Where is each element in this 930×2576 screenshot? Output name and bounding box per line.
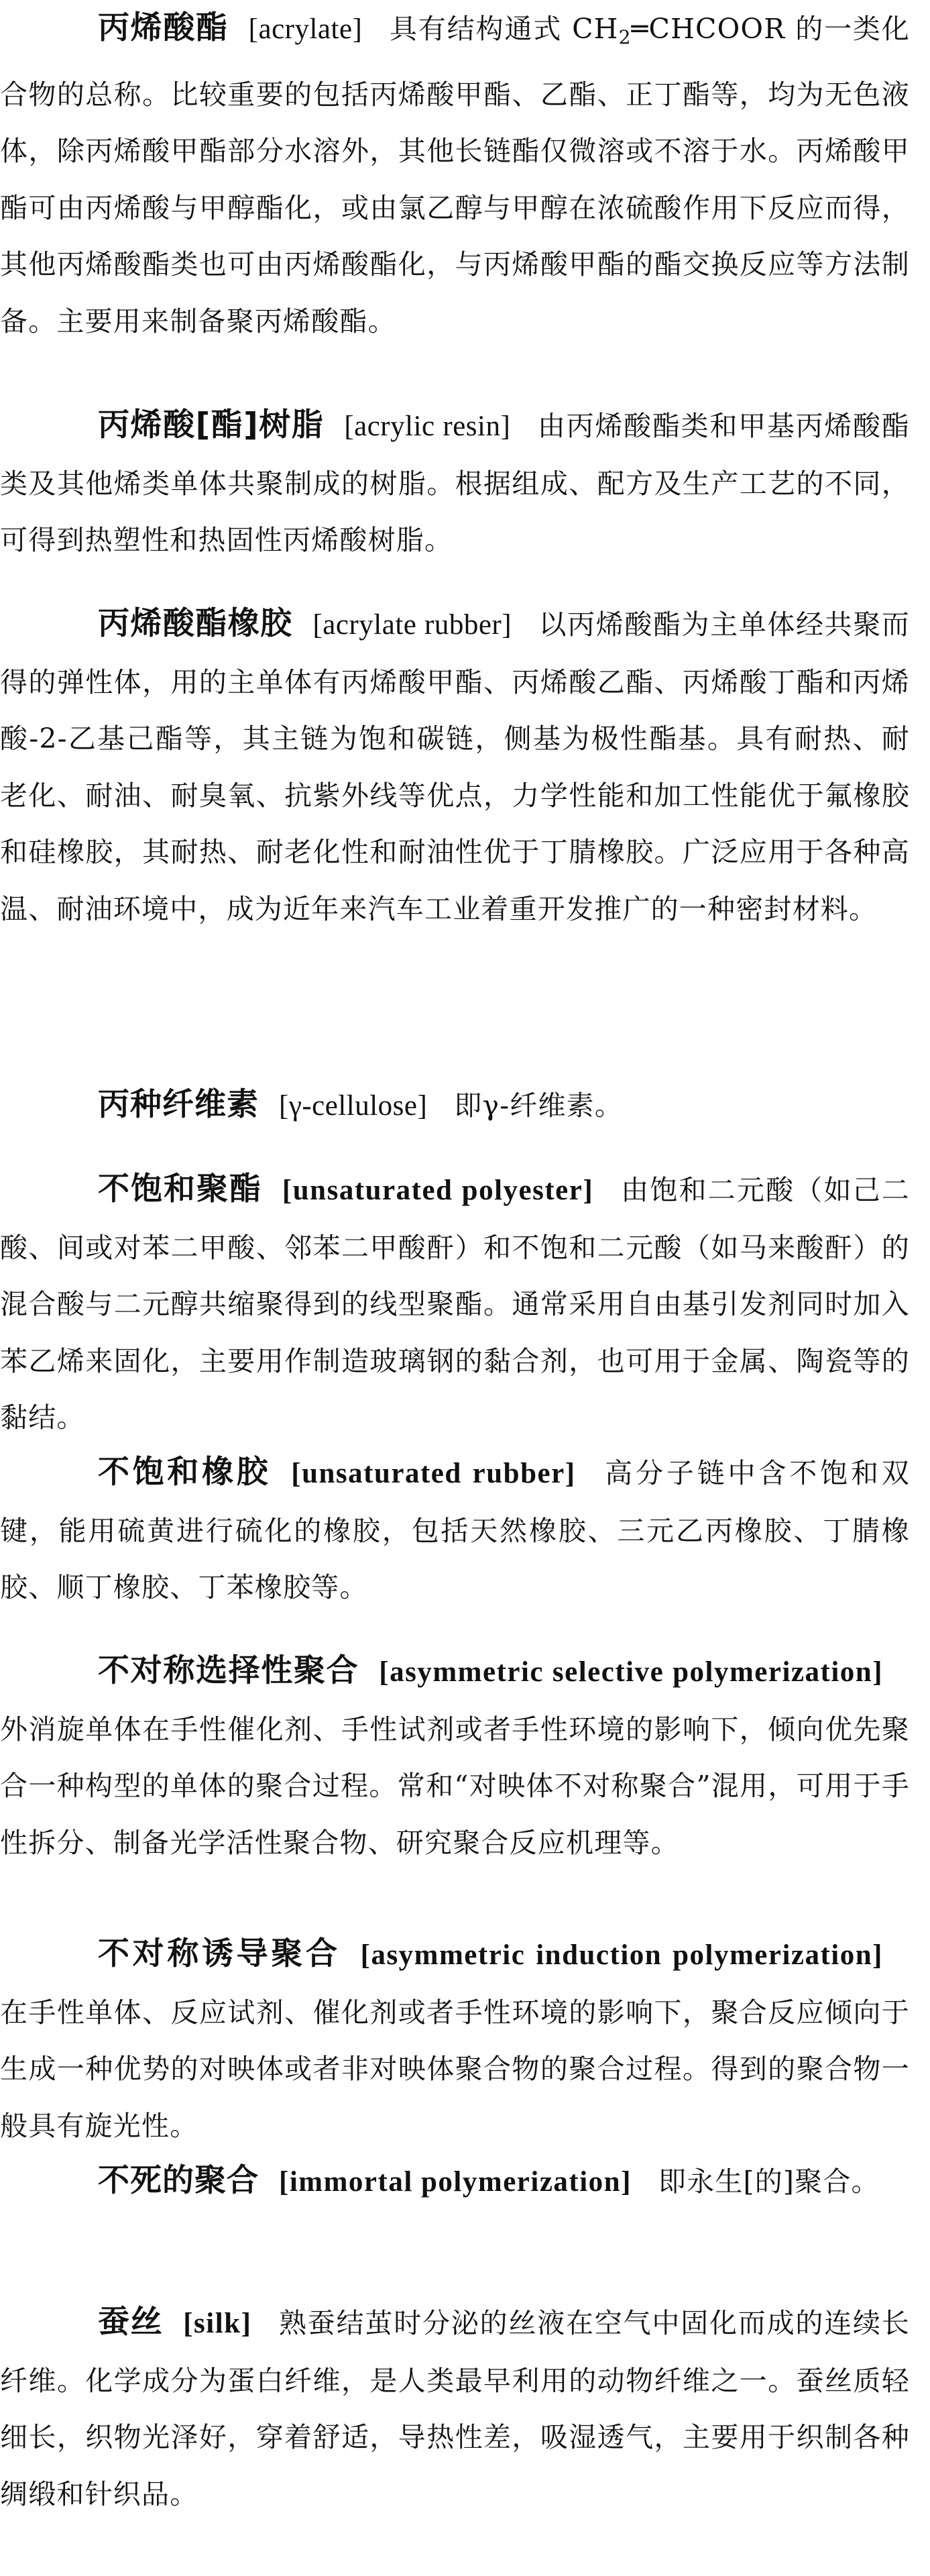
entry-english-text: acrylate rubber (323, 609, 502, 641)
entry-acrylic-resin (0, 397, 910, 569)
entry-definition: 在手性单体、反应试剂、催化剂或者手性环境的影响下，聚合反应倾向于生成一种优势的对映体或者非对映体聚合物的聚合过程。得到的聚合物一般具有旋光性。 (0, 1996, 910, 2142)
entry-term: 不饱和橡胶 (98, 1454, 272, 1491)
entry-asymmetric-induction-polymerization (0, 1926, 910, 2154)
entry-english-text: immortal polymerization (289, 2166, 622, 2198)
entry-definition: 即永生[的]聚合。 (658, 2165, 880, 2198)
entry-definition: 由丙烯酸酯类和甲基丙烯酸酯类及其他烯类单体共聚制成的树脂。根据组成、配方及生产工艺的不同，可得到热塑性和热固性丙烯酸树脂。 (0, 410, 910, 556)
entry-english-text: asymmetric induction polymerization (371, 1939, 873, 1971)
entry-english: [unsaturated rubber] (291, 1458, 576, 1489)
entry-english: [silk] (183, 2308, 252, 2339)
entry-definition: 即γ-纤维素。 (454, 1089, 624, 1122)
entry-unsaturated-rubber (0, 1444, 910, 1616)
entry-english-text: acrylic resin (354, 411, 501, 442)
entry-term: 不对称选择性聚合 (98, 1652, 359, 1689)
entry-english-text: γ-cellulose (288, 1090, 418, 1122)
entry-acrylate-rubber (0, 596, 910, 937)
entry-english: [acrylate] (248, 13, 363, 45)
entry-english-text: acrylate (258, 13, 353, 45)
entry-english: [unsaturated polyester] (282, 1175, 594, 1206)
entry-term: 蚕丝 (98, 2304, 164, 2341)
entry-definition (0, 13, 910, 337)
entry-term: 丙烯酸[酯]树脂 (98, 407, 325, 443)
entry-term: 不死的聚合 (98, 2162, 259, 2199)
entry-definition: 以丙烯酸酯为主单体经共聚而得的弹性体，用的主单体有丙烯酸甲酯、丙烯酸乙酯、丙烯酸丁酯和丙烯酸-2-乙基己酯等，其主链为饱和碳链，侧基为极性酯基。具有耐热、耐老化、耐油、耐臭氧、抗紫外线等优点，力学性能和加工性能优于氟橡胶和硅橡胶，其耐热、耐老化性和耐油性优于丁腈橡胶。广泛应用于各种高温、耐油环境中，成为近年来汽车工业着重开发推广的一种密封材料。 (0, 608, 911, 925)
entry-term: 丙烯酸酯 (98, 9, 229, 46)
entry-silk (0, 2294, 910, 2522)
entry-definition: 高分子链中含不饱和双键，能用硫黄进行硫化的橡胶，包括天然橡胶、三元乙丙橡胶、丁腈橡胶、顺丁橡胶、丁苯橡胶等。 (0, 1457, 911, 1603)
entry-definition: 熟蚕结茧时分泌的丝液在空气中固化而成的连续长纤维。化学成分为蛋白纤维，是人类最早利用的动物纤维之一。蚕丝质轻细长，织物光泽好，穿着舒适，导热性差，吸湿透气，主要用于织制各种绸缎和针织品。 (0, 2307, 910, 2510)
entry-english-text: asymmetric selective polymerization (390, 1656, 873, 1688)
entry-english: [immortal polymerization] (279, 2166, 632, 2198)
entry-acrylate (0, 0, 910, 350)
entry-term: 丙种纤维素 (98, 1086, 259, 1123)
entry-definition-part: ═CHCOOR 的一类化合物的总称。比较重要的包括丙烯酸甲酯、乙酯、正丁酯等，均为无色液体，除丙烯酸甲酯部分水溶外，其他长链酯仅微溶或不溶于水。丙烯酸甲酯可由丙烯酸与甲醇酯化，或由氯乙醇与甲醇在浓硫酸作用下反应而得，其他丙烯酸酯类也可由丙烯酸酯化，与丙烯酸甲酯的酯交换反应等方法制备。主要用来制备聚丙烯酸酯。 (0, 13, 910, 337)
entry-term: 不饱和聚酯 (98, 1171, 262, 1208)
entry-english: [asymmetric selective polymerization] (379, 1656, 884, 1688)
entry-english-text: unsaturated rubber (302, 1458, 565, 1489)
entry-english: [γ-cellulose] (279, 1090, 428, 1122)
entry-immortal-polymerization (0, 2153, 910, 2211)
entry-english: [acrylate rubber] (312, 609, 512, 641)
entry-term: 不对称诱导聚合 (98, 1935, 341, 1972)
entry-gamma-cellulose (0, 1077, 910, 1135)
entry-definition: 外消旋单体在手性催化剂、手性试剂或者手性环境的影响下，倾向优先聚合一种构型的单体的聚合过程。常和“对映体不对称聚合”混用，可用于手性拆分、制备光学活性聚合物、研究聚合反应机理等。 (0, 1713, 910, 1859)
entry-term: 丙烯酸酯橡胶 (98, 605, 293, 642)
entry-unsaturated-polyester (0, 1161, 910, 1446)
entry-definition-subscript: 2 (618, 26, 632, 48)
entry-english: [acrylic resin] (344, 411, 511, 442)
entry-definition: 由饱和二元酸（如己二酸、间或对苯二甲酸、邻苯二甲酸酐）和不饱和二元酸（如马来酸酐）的混合酸与二元醇共缩聚得到的线型聚酯。通常采用自由基引发剂同时加入苯乙烯来固化，主要用作制造玻璃钢的黏合剂，也可用于金属、陶瓷等的黏结。 (0, 1174, 911, 1434)
entry-definition-part: 具有结构通式 CH (389, 13, 619, 45)
entry-english-text: silk (194, 2308, 241, 2339)
entry-english-text: unsaturated polyester (292, 1175, 583, 1206)
entry-english: [asymmetric induction polymerization] (360, 1939, 883, 1971)
entry-asymmetric-selective-polymerization (0, 1643, 910, 1871)
